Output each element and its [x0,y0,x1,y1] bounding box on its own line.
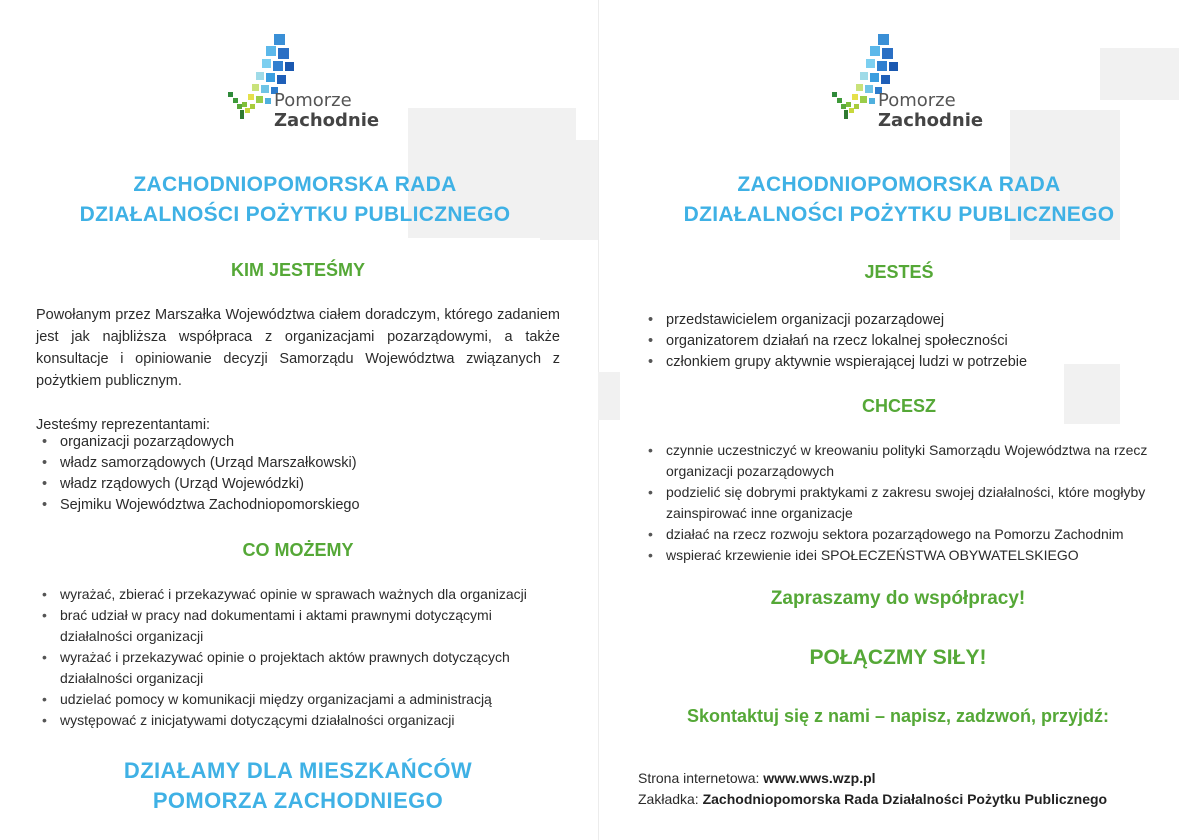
logo-text-line2: Zachodnie [274,110,380,131]
list-item: • wyrażać i przekazywać opinie o projektach aktów prawnych dotyczących działalności organizacji [36,647,566,689]
bottom-slogan: DZIAŁAMY DLA MIESZKAŃCÓW POMORZA ZACHODNIEGO [123,758,473,813]
pomorze-zachodnie-logo [826,32,996,142]
website-label: Strona internetowa: [638,770,764,786]
you-want-list [642,440,1168,566]
list-item: • wyrażać, zbierać i przekazywać opinie w sprawach ważnych dla organizacji [36,584,566,605]
right-page [598,0,1179,840]
page-title: ZACHODNIOPOMORSKA RADA DZIAŁALNOŚCI POŻYTKU PUBLICZNEGO [683,173,1115,226]
invite-text: Zapraszamy do współpracy! [770,588,1026,609]
list-item: • wspierać krzewienie idei SPOŁECZEŃSTWA OBYWATELSKIEGO [642,545,1168,566]
logo-text-line1: Pomorze [274,90,352,111]
list-item: • Sejmiku Województwa Zachodniopomorskiego [36,495,566,516]
list-item: • podzielić się dobrymi praktykami z zakresu swojej działalności, które mogłyby zainspirować inne organizacje [642,482,1168,524]
list-item: • brać udział w pracy nad dokumentami i aktami prawnymi dotyczącymi działalności organizacji [36,605,566,647]
list-item: • udzielać pomocy w komunikacji między organizacjami a administracją [36,689,566,710]
pomorze-zachodnie-logo [222,32,392,142]
logo-text-line1: Pomorze [878,90,956,111]
heading-chcesz: CHCESZ [861,396,936,416]
capabilities-list [36,584,566,731]
website-link[interactable]: www.wws.wzp.pl [763,770,876,786]
list-item: • działać na rzecz rozwoju sektora pozarządowego na Pomorzu Zachodnim [642,524,1168,545]
tab-value: Zachodniopomorska Rada Działalności Pożytku Publicznego [702,791,1108,807]
representatives-intro: Jesteśmy reprezentantami: [36,417,211,433]
heading-co-mozemy: CO MOŻEMY [242,540,354,560]
you-are-list [642,310,1168,373]
list-item: • organizatorem działań na rzecz lokalnej społeczności [642,331,1168,352]
heading-kim-jestesmy: KIM JESTEŚMY [230,260,366,280]
tab-label: Zakładka: [638,791,703,807]
list-item: • władz samorządowych (Urząd Marszałkowski) [36,453,566,474]
representatives-list [36,432,566,516]
list-item: • występować z inicjatywami dotyczącymi działalności organizacji [36,710,566,731]
background-square [1100,48,1179,100]
list-item: • organizacji pozarządowych [36,432,566,453]
unite-text: POŁĄCZMY SIŁY! [809,646,987,669]
contact-heading: Skontaktuj się z nami – napisz, zadzwoń, przyjdź: [686,706,1110,726]
contact-website-line [638,768,876,788]
logo-text-line2: Zachodnie [878,110,984,131]
list-item: • przedstawicielem organizacji pozarządowej [642,310,1168,331]
list-item: • władz rządowych (Urząd Wojewódzki) [36,474,566,495]
contact-tab-line [638,789,1107,809]
list-item: • członkiem grupy aktywnie wspierającej ludzi w potrzebie [642,352,1168,373]
list-item: • czynnie uczestniczyć w kreowaniu polityki Samorządu Województwa na rzecz organizacji pozarządowych [642,440,1168,482]
page-title: ZACHODNIOPOMORSKA RADA DZIAŁALNOŚCI POŻYTKU PUBLICZNEGO [79,173,511,226]
intro-paragraph: Powołanym przez Marszałka Województwa ciałem doradczym, którego zadaniem jest jak najbliższa współpraca z organizacjami pozarządowymi, a także konsultacje i opiniowanie decyzji Samorządu Województwa związanych z pożytkiem publicznym. [36,307,560,389]
heading-jestes: JESTEŚ [864,262,934,282]
